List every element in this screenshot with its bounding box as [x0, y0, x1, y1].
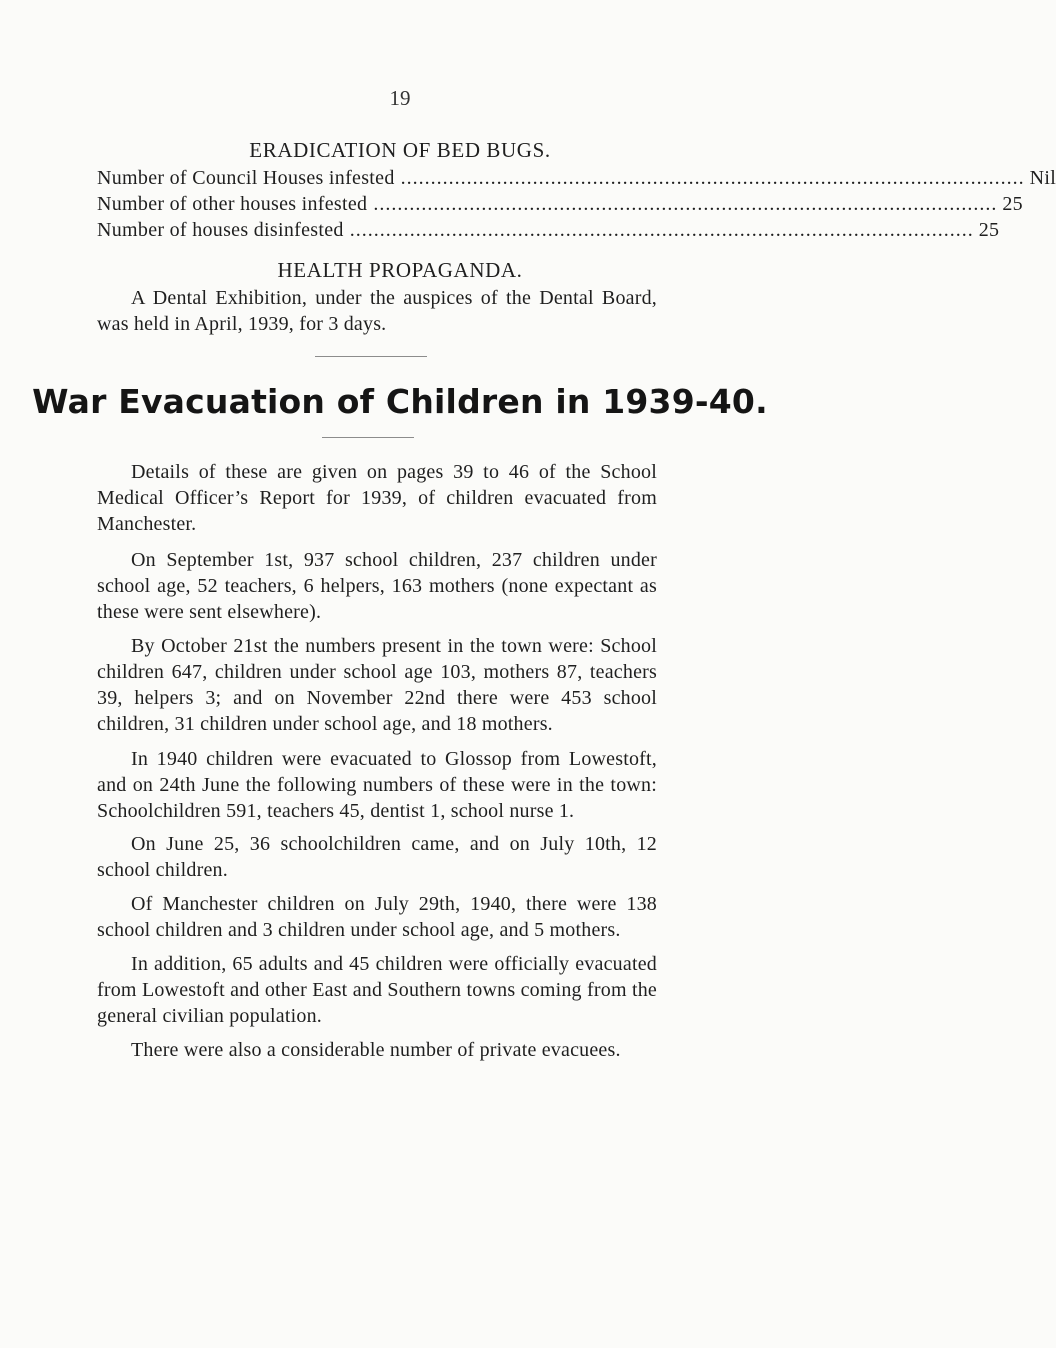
evacuation-paragraph: There were also a considerable number of private evacuees. — [131, 1039, 621, 1061]
stat-label: Number of Council Houses infested — [97, 167, 395, 189]
dot-leader: ........................................................................................................ — [400, 167, 1025, 189]
stat-row-other-houses — [97, 191, 1023, 217]
evacuation-paragraph: Details of these are given on pages 39 to 46 of the School Medical Officer’s Report for 1939, of children evacuated from Manchester. — [97, 461, 657, 535]
evacuation-paragraph: In 1940 children were evacuated to Glossop from Lowestoft, and on 24th June the following numbers of these were in the town: Schoolchildren 591, teachers 45, dentist 1, school nurse 1. — [97, 748, 657, 822]
divider-top — [315, 356, 427, 357]
evacuation-paragraph: On June 25, 36 schoolchildren came, and on July 10th, 12 school children. — [97, 833, 657, 881]
stat-row-disinfested — [97, 217, 1000, 243]
stat-value: Nil — [1029, 167, 1056, 189]
stat-value: 25 — [1002, 193, 1023, 215]
stat-row-council-houses — [97, 165, 1056, 191]
health-propaganda-heading: HEALTH PROPAGANDA. — [277, 258, 523, 282]
evacuation-paragraph: Of Manchester children on July 29th, 1940, there were 138 school children and 3 children under school age, and 5 mothers. — [97, 893, 657, 941]
stat-label: Number of other houses infested — [97, 193, 368, 215]
health-propaganda-text: A Dental Exhibition, under the auspices of the Dental Board, was held in April, 1939, for 3 days. — [97, 287, 657, 335]
divider-bottom — [322, 437, 414, 438]
dot-leader: ........................................................................................................ — [373, 193, 998, 215]
stat-value: 25 — [978, 219, 1000, 241]
evacuation-paragraph: In addition, 65 adults and 45 children were officially evacuated from Lowestoft and other East and Southern towns coming from the general civilian population. — [97, 953, 657, 1027]
bed-bugs-table — [97, 165, 1056, 243]
bed-bugs-heading: ERADICATION OF BED BUGS. — [249, 138, 551, 162]
evacuation-paragraph: By October 21st the numbers present in the town were: School children 647, children under school age 103, mothers 87, teachers 39, helpers 3; and on November 22nd there were 453 school children, 31 children under school age, and 18 mothers. — [97, 635, 657, 735]
stat-label: Number of houses disinfested — [97, 219, 344, 241]
dot-leader: ........................................................................................................ — [349, 219, 974, 241]
page-number: 19 — [389, 86, 411, 110]
evacuation-paragraph: On September 1st, 937 school children, 237 children under school age, 52 teachers, 6 helpers, 163 mothers (none expectant as these were sent elsewhere). — [97, 549, 657, 623]
evacuation-title: War Evacuation of Children in 1939-40. — [32, 382, 768, 421]
